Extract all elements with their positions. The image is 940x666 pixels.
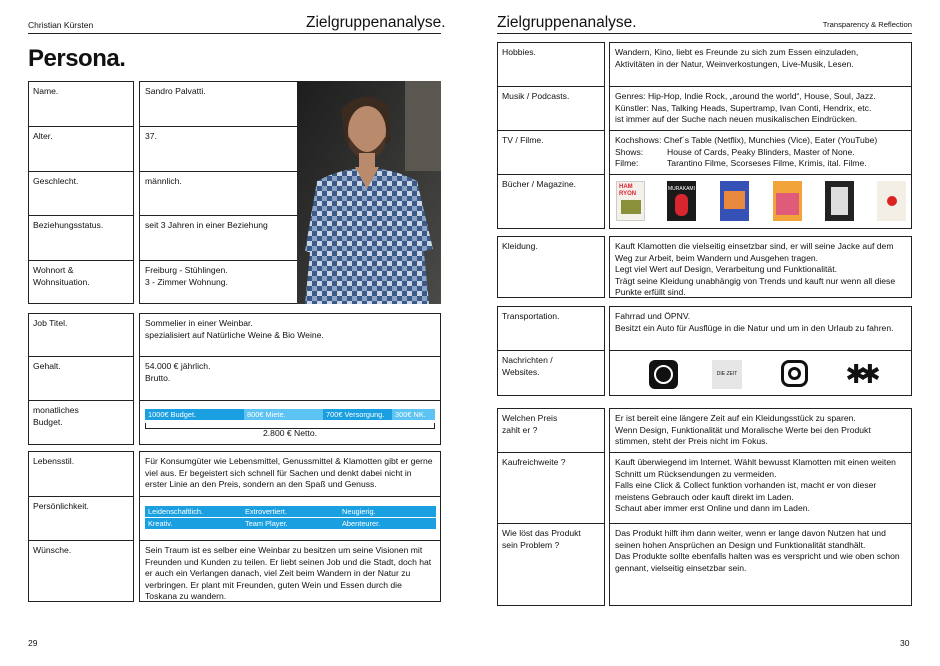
music-label: Musik / Podcasts. — [497, 86, 605, 131]
trait-tag: Neugierig. — [339, 506, 436, 517]
shopping-label: Kaufreichweite ? — [497, 452, 605, 524]
hobbies-label: Hobbies. — [497, 42, 605, 87]
asterisk-logo: ✱✱ — [845, 359, 873, 389]
personality-panel — [139, 496, 441, 541]
salary-label: Gehalt. — [28, 356, 134, 401]
tv-line-value: Tarantino Filme, Scorseses Filme, Krimis, ital. Filme. — [667, 158, 867, 169]
book-cover-title: HAM RYON — [619, 184, 637, 197]
persona-photo — [297, 81, 441, 304]
profile-value-name: Sandro Palvatti. — [139, 81, 298, 127]
book-cover-art — [831, 187, 848, 215]
news-logos — [609, 350, 912, 396]
page-title: Persona. — [28, 45, 126, 72]
budget-panel — [139, 400, 441, 445]
profile-value-residence: Freiburg - Stühlingen. 3 - Zimmer Wohnung. — [139, 260, 298, 304]
book-cover — [773, 181, 802, 221]
book-cover — [825, 181, 854, 221]
hobbies-value: Wandern, Kino, liebt es Freunde zu sich zum Essen einzuladen, Aktivitäten in der Natur, Weinverkostungen, Live-Musik, Lesen. — [609, 42, 912, 87]
page-number-left: 29 — [28, 638, 38, 648]
book-cover — [616, 181, 645, 221]
tv-line-key: Filme: — [615, 158, 639, 169]
news-label: Nachrichten / Websites. — [497, 350, 605, 396]
zeit-logo-text: DIE ZEIT — [716, 371, 738, 377]
vice-logo — [649, 360, 678, 389]
persona-photo-illustration — [297, 81, 441, 304]
clothing-value: Kauft Klamotten die vielseitig einsetzbar sind, er will seine Jacke auf dem Weg zur Arbeit, beim Wandern und Ausgehen tragen. Legt viel Wert auf Design, Verarbeitung und Funktionalität. Trägt seine Kleidung unabhängig von Trends und kauft nur wenn all diese Punkte erfüllt sind. — [609, 236, 912, 298]
salary-value: 54.000 € jährlich. Brutto. — [139, 356, 441, 401]
instagram-icon — [781, 360, 808, 387]
tv-line — [615, 147, 906, 159]
trait-tag: Abenteurer. — [339, 518, 436, 529]
books-covers — [609, 174, 912, 229]
budget-bar — [145, 409, 435, 420]
lifestyle-value: Für Konsumgüter wie Lebensmittel, Genussmittel & Klamotten gibt er gerne viel aus. Er begeistert sich schnell für Sachen und denkt dabei nicht in erster Linie an den Preis, sondern an den Spaß und Genuss. — [139, 451, 441, 497]
tv-line — [615, 158, 906, 170]
clothing-label: Kleidung. — [497, 236, 605, 298]
section-title-right: Zielgruppenanalyse. — [497, 14, 637, 31]
profile-label-relationship: Beziehungsstatus. — [28, 215, 134, 261]
problem-label: Wie löst das Produkt sein Problem ? — [497, 523, 605, 606]
tv-line-key: Shows: — [615, 146, 644, 157]
page-number-right: 30 — [900, 638, 910, 648]
trait-tag: Leidenschaftlich. — [145, 506, 242, 517]
budget-total: 2.800 € Netto. — [263, 428, 317, 438]
trait-tag: Extrovertiert. — [242, 506, 339, 517]
personality-label: Persönlichkeit. — [28, 496, 134, 541]
page-subtitle: Transparency & Reflection — [822, 20, 912, 29]
budget-label: monatliches Budget. — [28, 400, 134, 445]
trait-tag: Team Player. — [242, 518, 339, 529]
job-title-value: Sommelier in einer Weinbar. spezialisiert auf Natürliche Weine & Bio Weine. — [139, 313, 441, 357]
books-label: Bücher / Magazine. — [497, 174, 605, 229]
tv-line-value: Chef´s Table (Netflix), Munchies (Vice), Eater (YouTube) — [663, 135, 878, 145]
tv-line — [615, 135, 906, 147]
profile-value-relationship: seit 3 Jahren in einer Beziehung — [139, 215, 298, 261]
music-value: Genres: Hip-Hop, Indie Rock, „around the world“, House, Soul, Jazz. Künstler: Nas, Talking Heads, Supertramp, Ivan Conti, Hendrix, etc. ist immer auf der Suche nach neuen musikalischen Eindrücken. — [609, 86, 912, 131]
job-title-label: Job Titel. — [28, 313, 134, 357]
price-value: Er ist bereit eine längere Zeit auf ein Kleidungsstück zu sparen. Wenn Design, Funktionalität und Moralische Werte bei den Produkt stimmen, steht der Preis nicht im Fokus. — [609, 408, 912, 453]
shopping-value: Kauft überwiegend im Internet. Wählt bewusst Klamotten mit einen weiten Schnitt um Rücksendungen zu vermeiden. Falls eine Click & Collect funktion vorhanden ist, macht er von dieser meistens Gebrauch oder kauft direkt im Laden. Schaut aber immer erst Online und dann im Laden. — [609, 452, 912, 524]
budget-segment: 700€ Versorgung. — [323, 409, 392, 420]
wishes-value: Sein Traum ist es selber eine Weinbar zu besitzen um seine Visionen mit Freunden und Kunden zu teilen. Er liebt seinen Job und die Stadt, doch hat er auch ein Verlangen danach, viel Zeit beim Wandern in der Natur zu verbringen. Er plant mit Freunden, guten Wein und Essen durch die Toskana zu wandern. — [139, 540, 441, 602]
problem-value: Das Produkt hilft ihm dann weiter, wenn er lange davon Nutzen hat und seinen hohen Ansprüchen an Design und Funktionalität standhält. Das Produkte sollte ebenfalls halten was es verspricht und wie oben schon gennant, vielseitig einsetzbar sein. — [609, 523, 912, 606]
author-name: Christian Kürsten — [28, 20, 94, 30]
profile-label-gender: Geschlecht. — [28, 171, 134, 216]
book-cover — [877, 181, 906, 221]
tv-line-value: House of Cards, Peaky Blinders, Master of None. — [667, 146, 855, 157]
tv-label: TV / Filme. — [497, 130, 605, 175]
book-cover — [720, 181, 749, 221]
profile-value-age: 37. — [139, 126, 298, 172]
budget-segment: 800€ Miete. — [244, 409, 323, 420]
book-cover-title: MURAKAMI — [668, 186, 695, 192]
transport-label: Transportation. — [497, 306, 605, 351]
tv-line-key: Kochshows: — [615, 135, 662, 145]
tv-value — [609, 130, 912, 175]
profile-label-name: Name. — [28, 81, 134, 127]
book-cover-art — [621, 200, 641, 214]
vice-logo-ring — [654, 365, 673, 384]
header-rule-left — [28, 33, 441, 34]
transport-value: Fahrrad und ÖPNV. Besitzt ein Auto für Ausflüge in die Natur und um in den Urlaub zu fahren. — [609, 306, 912, 351]
zeit-logo — [712, 360, 742, 389]
budget-segment: 300€ NK. — [392, 409, 435, 420]
trait-tag: Kreativ. — [145, 518, 242, 529]
instagram-icon-lens — [788, 367, 801, 380]
book-cover-art — [776, 193, 799, 215]
book-cover — [667, 181, 696, 221]
wishes-label: Wünsche. — [28, 540, 134, 602]
header-rule-right — [497, 33, 912, 34]
profile-value-gender: männlich. — [139, 171, 298, 216]
profile-label-residence: Wohnort & Wohnsituation. — [28, 260, 134, 304]
book-cover-art — [887, 196, 897, 206]
profile-label-age: Alter. — [28, 126, 134, 172]
budget-segment: 1000€ Budget. — [145, 409, 244, 420]
lifestyle-label: Lebensstil. — [28, 451, 134, 497]
book-cover-art — [724, 191, 745, 209]
section-title-left: Zielgruppenanalyse. — [306, 14, 446, 31]
price-label: Welchen Preis zahlt er ? — [497, 408, 605, 453]
book-cover-art — [675, 194, 688, 216]
